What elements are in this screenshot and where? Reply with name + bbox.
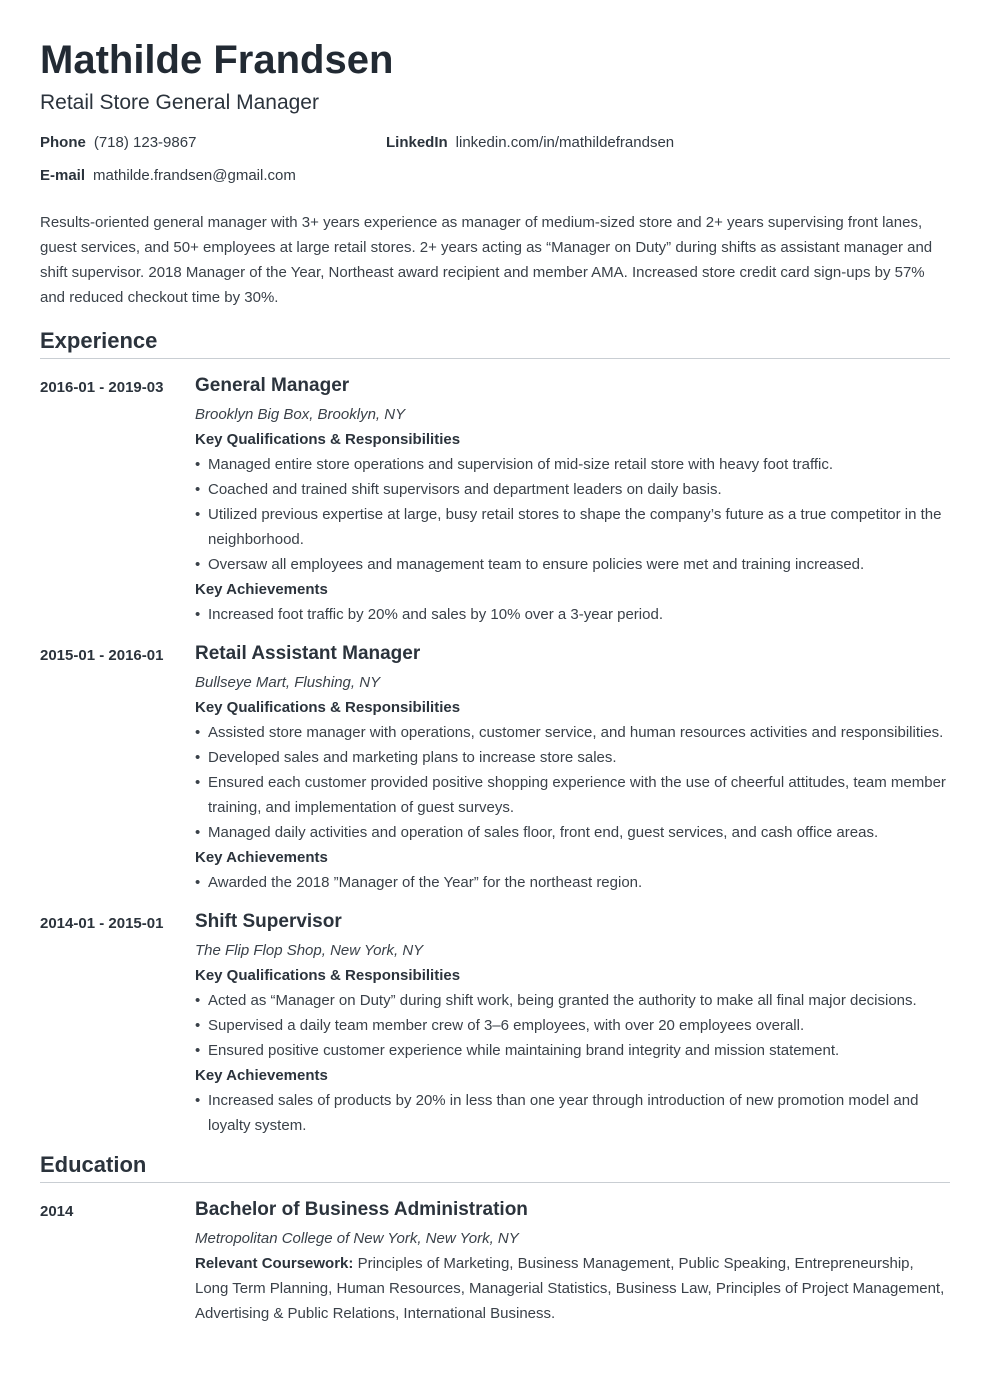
achievements-list [195, 602, 950, 627]
achievements-heading: Key Achievements [195, 1067, 328, 1084]
contact-info [40, 134, 950, 194]
entry-date: 2014 [40, 1203, 74, 1220]
entry-date: 2014-01 - 2015-01 [40, 915, 164, 932]
employer: The Flip Flop Shop, New York, NY [195, 942, 424, 959]
degree: Bachelor of Business Administration [195, 1199, 528, 1220]
job-title: Shift Supervisor [195, 911, 342, 932]
achievement-item: • Awarded the 2018 ”Manager of the Year” for the northeast region. [195, 870, 950, 895]
achievement-item: • Increased sales of products by 20% in less than one year through introduction of new promotion model and loyalty system. [195, 1088, 950, 1138]
entry-body [195, 909, 950, 1138]
experience-entry [40, 641, 950, 895]
school: Metropolitan College of New York, New York, NY [195, 1230, 519, 1247]
linkedin-label: LinkedIn [386, 134, 448, 151]
responsibilities-heading: Key Qualifications & Responsibilities [195, 699, 461, 716]
responsibilities-list [195, 452, 950, 577]
responsibility-item: • Oversaw all employees and management team to ensure policies were met and training increased. [195, 552, 950, 577]
employer: Brooklyn Big Box, Brooklyn, NY [195, 406, 406, 423]
responsibility-item: • Assisted store manager with operations, customer service, and human resources activities and responsibilities. [195, 720, 950, 745]
contact-phone [40, 134, 196, 151]
responsibility-item: • Acted as “Manager on Duty” during shift work, being granted the authority to make all final major decisions. [195, 988, 950, 1013]
education-list [40, 1197, 950, 1326]
responsibility-item: • Ensured positive customer experience while maintaining brand integrity and mission statement. [195, 1038, 950, 1063]
responsibilities-heading: Key Qualifications & Responsibilities [195, 431, 461, 448]
phone-label: Phone [40, 134, 86, 151]
entry-body [195, 1197, 950, 1326]
coursework [195, 1251, 950, 1326]
contact-email [40, 167, 296, 184]
achievements-list [195, 1088, 950, 1138]
responsibility-item: • Supervised a daily team member crew of 3–6 employees, with over 20 employees overall. [195, 1013, 950, 1038]
job-title: Retail Assistant Manager [195, 643, 421, 664]
experience-entry [40, 373, 950, 627]
responsibility-item: • Utilized previous expertise at large, busy retail stores to shape the company’s future as a true competitor in the neighborhood. [195, 502, 950, 552]
job-title: General Manager [195, 375, 350, 396]
achievements-heading: Key Achievements [195, 849, 328, 866]
education-entry [40, 1197, 950, 1326]
email-link[interactable]: mathilde.frandsen@gmail.com [93, 167, 296, 184]
experience-list [40, 373, 950, 1138]
entry-date: 2016-01 - 2019-03 [40, 379, 164, 396]
responsibility-item: • Coached and trained shift supervisors and department leaders on daily basis. [195, 477, 950, 502]
experience-heading: Experience [40, 328, 158, 353]
email-label: E-mail [40, 167, 86, 184]
linkedin-link[interactable]: linkedin.com/in/mathildefrandsen [455, 134, 675, 151]
contact-linkedin [386, 134, 674, 151]
coursework-label: Relevant Coursework: [195, 1255, 354, 1272]
profile-summary: Results-oriented general manager with 3+ years experience as manager of medium-sized store and 2+ years supervising front lanes, guest services, and 50+ employees at large retail stores. 2+ years acting as “Manager on Duty” during shifts as assistant manager and shift supervisor. 2018 Manager of the Year, Northeast award recipient and member AMA. Increased store credit card sign-ups by 57% and reduced checkout time by 30%. [40, 214, 933, 306]
responsibilities-list [195, 988, 950, 1063]
employer: Bullseye Mart, Flushing, NY [195, 674, 381, 691]
experience-divider [40, 358, 950, 359]
responsibility-item: • Managed daily activities and operation of sales floor, front end, guest services, and cash office areas. [195, 820, 950, 845]
achievements-heading: Key Achievements [195, 581, 328, 598]
entry-date: 2015-01 - 2016-01 [40, 647, 164, 664]
education-heading: Education [40, 1152, 147, 1177]
experience-entry [40, 909, 950, 1138]
entry-body [195, 373, 950, 627]
entry-body [195, 641, 950, 895]
responsibility-item: • Developed sales and marketing plans to increase store sales. [195, 745, 950, 770]
responsibilities-heading: Key Qualifications & Responsibilities [195, 967, 461, 984]
coursework-text: Principles of Marketing, Business Management, Public Speaking, Entrepreneurship, Long Term Planning, Human Resources, Managerial Statistics, Business Law, Principles of Project Management, Advertising & Public Relations, International Business. [195, 1255, 945, 1322]
achievement-item: • Increased foot traffic by 20% and sales by 10% over a 3-year period. [195, 602, 950, 627]
education-divider [40, 1182, 950, 1183]
responsibility-item: • Ensured each customer provided positive shopping experience with the use of cheerful attitudes, team member training, and implementation of guest surveys. [195, 770, 950, 820]
responsibility-item: • Managed entire store operations and supervision of mid-size retail store with heavy foot traffic. [195, 452, 950, 477]
phone-value: (718) 123-9867 [93, 134, 197, 151]
responsibilities-list [195, 720, 950, 845]
achievements-list [195, 870, 950, 895]
candidate-title: Retail Store General Manager [40, 91, 319, 114]
candidate-name: Mathilde Frandsen [40, 38, 394, 82]
